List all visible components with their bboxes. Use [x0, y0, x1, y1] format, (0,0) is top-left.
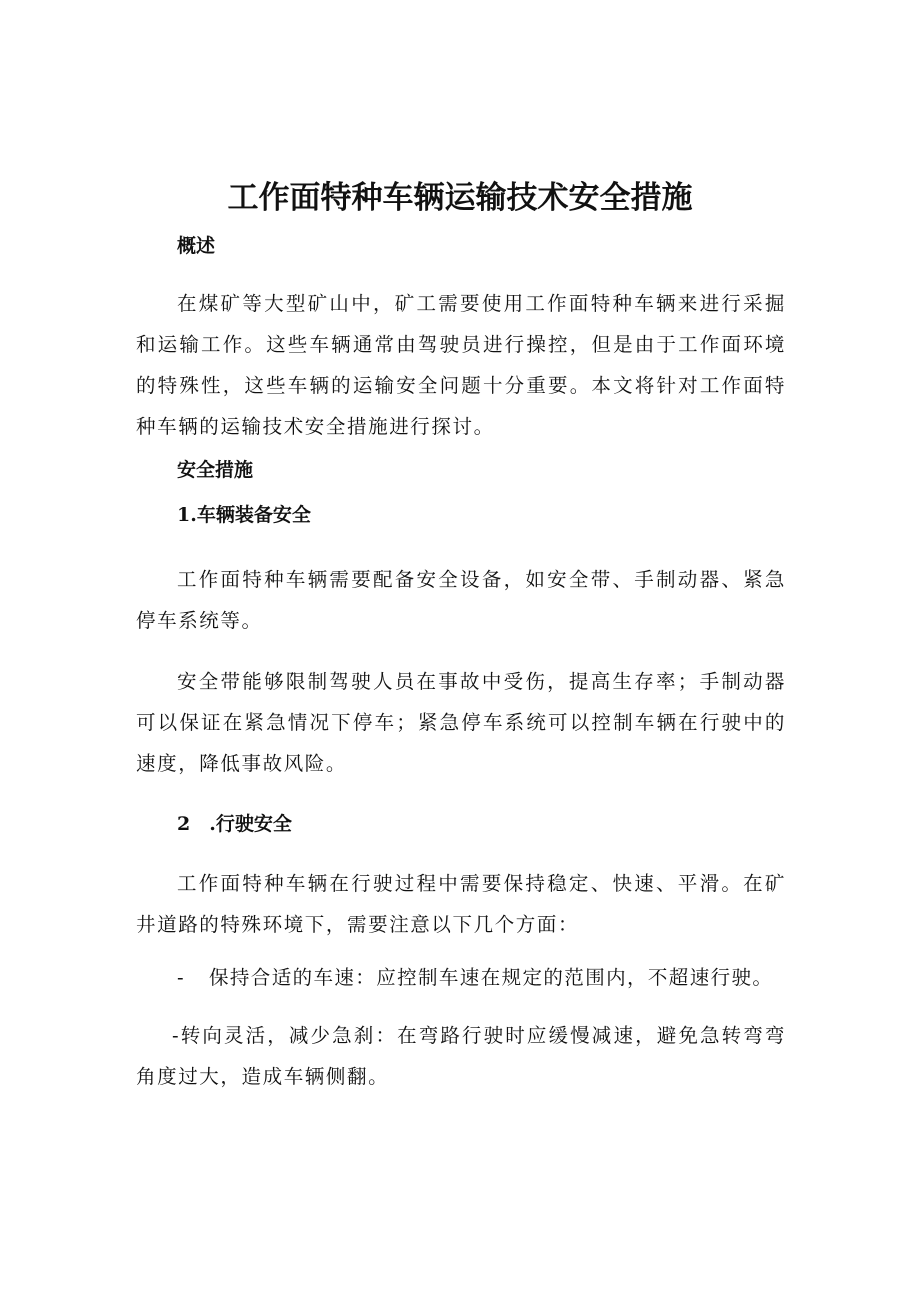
equipment-paragraph-2: 安全带能够限制驾驶人员在事故中受伤，提高生存率；手制动器可以保证在紧急情况下停车；紧急停车系统可以控制车辆在行驶中的速度，降低事故风险。: [136, 670, 786, 775]
bullet-item-steering: -转向灵活，减少急刹：在弯路行驶时应缓慢减速，避免急转弯弯角度过大，造成车辆侧翻。: [136, 1024, 786, 1088]
section-heading-measures: 安全措施: [177, 459, 254, 481]
overview-paragraph: 在煤矿等大型矿山中，矿工需要使用工作面特种车辆来进行采掘和运输工作。这些车辆通常由驾驶员进行操控，但是由于工作面环境的特殊性，这些车辆的运输安全问题十分重要。本文将针对工作面特种车辆的运输技术安全措施进行探讨。: [136, 292, 786, 438]
bullet-text-speed: 保持合适的车速：应控制车速在规定的范围内，不超速行驶。: [209, 966, 774, 989]
bullet-item-speed: [177, 957, 773, 998]
driving-paragraph: 工作面特种车辆在行驶过程中需要保持稳定、快速、平滑。在矿井道路的特殊环境下，需要注意以下几个方面：: [136, 872, 786, 936]
equipment-paragraph-1: 工作面特种车辆需要配备安全设备，如安全带、手制动器、紧急停车系统等。: [136, 568, 786, 632]
subheading-vehicle-equipment: 1.车辆装备安全: [177, 504, 311, 526]
bullet-dash: -: [177, 966, 185, 989]
document-title: 工作面特种车辆运输技术安全措施: [227, 180, 693, 216]
subheading-driving-safety: 2 .行驶安全: [177, 813, 292, 835]
section-heading-overview: 概述: [177, 235, 216, 257]
